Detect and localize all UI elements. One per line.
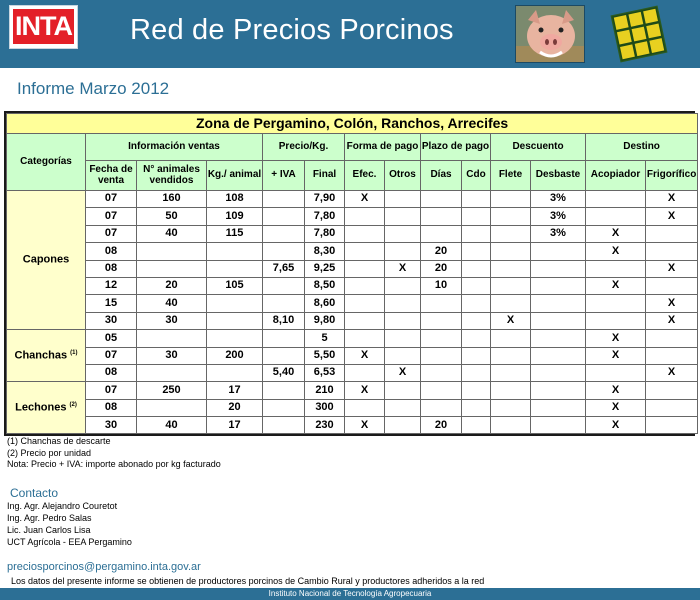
table-cell xyxy=(531,382,586,399)
table-cell: 50 xyxy=(137,208,207,225)
table-cell xyxy=(491,243,531,260)
table-row xyxy=(7,417,698,434)
header-informacion-ventas: Información ventas xyxy=(86,134,263,161)
table-cell xyxy=(345,312,385,329)
subheader-cdo: Cdo xyxy=(462,161,491,191)
table-cell xyxy=(586,312,646,329)
table-cell: 30 xyxy=(137,347,207,364)
subheader-num-animales: N° animales vendidos xyxy=(137,161,207,191)
table-cell xyxy=(491,330,531,347)
subheader-efec: Efec. xyxy=(345,161,385,191)
subheader-fecha-venta: Fecha de venta xyxy=(86,161,137,191)
table-cell xyxy=(385,347,421,364)
table-cell: 8,30 xyxy=(305,243,345,260)
table-cell: 10 xyxy=(421,277,462,294)
table-cell xyxy=(491,277,531,294)
category-name: Chanchas xyxy=(14,349,68,362)
table-cell xyxy=(263,191,305,208)
header-forma-pago: Forma de pago xyxy=(345,134,421,161)
table-cell xyxy=(385,295,421,312)
table-cell: 6,53 xyxy=(305,364,345,381)
table-row xyxy=(7,191,698,208)
table-cell xyxy=(137,330,207,347)
table-cell: X xyxy=(586,225,646,242)
table-cell xyxy=(421,382,462,399)
table-cell: 105 xyxy=(207,277,263,294)
table-cell: 12 xyxy=(86,277,137,294)
table-cell xyxy=(345,399,385,416)
table-cell: 07 xyxy=(86,225,137,242)
table-cell xyxy=(646,225,698,242)
table-cell xyxy=(462,208,491,225)
subheader-kg-animal: Kg./ animal xyxy=(207,161,263,191)
table-cell xyxy=(531,260,586,277)
table-cell: 20 xyxy=(137,277,207,294)
footer-bar: Instituto Nacional de Tecnología Agropecuaria xyxy=(0,588,700,600)
header-plazo-pago: Plazo de pago xyxy=(421,134,491,161)
table-cell xyxy=(385,399,421,416)
page-title: Red de Precios Porcinos xyxy=(130,14,454,46)
table-cell xyxy=(207,243,263,260)
table-cell xyxy=(345,243,385,260)
table-row xyxy=(7,364,698,381)
table-cell: 7,65 xyxy=(263,260,305,277)
table-cell: 200 xyxy=(207,347,263,364)
table-row xyxy=(7,295,698,312)
table-cell: X xyxy=(586,330,646,347)
table-cell xyxy=(586,208,646,225)
table-cell: 230 xyxy=(305,417,345,434)
category-name: Capones xyxy=(22,253,70,266)
table-cell: 30 xyxy=(137,312,207,329)
table-cell xyxy=(586,364,646,381)
table-cell: 20 xyxy=(421,243,462,260)
table-cell: 17 xyxy=(207,382,263,399)
table-cell xyxy=(263,295,305,312)
table-cell xyxy=(263,277,305,294)
table-cell xyxy=(646,347,698,364)
table-cell xyxy=(263,243,305,260)
table-body xyxy=(7,191,698,434)
table-cell xyxy=(586,191,646,208)
table-cell xyxy=(531,295,586,312)
table-cell xyxy=(137,260,207,277)
table-cell: 3% xyxy=(531,208,586,225)
table-cell: 5,50 xyxy=(305,347,345,364)
table-cell: 210 xyxy=(305,382,345,399)
table-cell xyxy=(491,399,531,416)
table-cell xyxy=(491,260,531,277)
table-cell: 08 xyxy=(86,364,137,381)
inta-logo-text: INTA xyxy=(13,9,74,44)
table-cell xyxy=(462,225,491,242)
table-row xyxy=(7,243,698,260)
category-cell xyxy=(7,382,86,434)
subheader-dias: Días xyxy=(421,161,462,191)
table-cell xyxy=(531,243,586,260)
table-cell xyxy=(491,347,531,364)
table-cell xyxy=(462,364,491,381)
table-cell: 8,50 xyxy=(305,277,345,294)
table-cell xyxy=(586,260,646,277)
subheader-frigorifico: Frigorífico xyxy=(646,161,698,191)
table-cell xyxy=(462,191,491,208)
inta-logo xyxy=(9,5,78,49)
table-cell xyxy=(491,191,531,208)
footnotes xyxy=(7,436,221,471)
table-cell: 20 xyxy=(207,399,263,416)
footnote-nota: Nota: Precio + IVA: importe abonado por kg facturado xyxy=(7,459,221,469)
table-cell xyxy=(345,225,385,242)
table-cell: X xyxy=(586,399,646,416)
table-cell: 40 xyxy=(137,295,207,312)
table-cell xyxy=(137,243,207,260)
table-cell: 5,40 xyxy=(263,364,305,381)
table-cell xyxy=(462,243,491,260)
category-name: Lechones xyxy=(15,401,67,414)
table-cell xyxy=(137,399,207,416)
header-bar xyxy=(0,0,700,68)
table-row xyxy=(7,347,698,364)
table-row xyxy=(7,330,698,347)
table-cell: X xyxy=(345,382,385,399)
table-cell: X xyxy=(646,295,698,312)
table-cell: X xyxy=(586,243,646,260)
contact-line: Ing. Agr. Alejandro Couretot xyxy=(7,501,118,511)
table-cell xyxy=(646,277,698,294)
table-cell: 08 xyxy=(86,399,137,416)
table-cell xyxy=(462,399,491,416)
table-cell xyxy=(385,191,421,208)
price-table xyxy=(4,111,695,436)
contact-email-link[interactable]: preciosporcinos@pergamino.inta.gov.ar xyxy=(7,561,201,573)
table-cell xyxy=(385,208,421,225)
table-cell xyxy=(263,208,305,225)
table-cell: 7,80 xyxy=(305,208,345,225)
table-cell: 300 xyxy=(305,399,345,416)
table-cell xyxy=(421,312,462,329)
table-cell: 17 xyxy=(207,417,263,434)
table-cell xyxy=(207,312,263,329)
table-cell: X xyxy=(345,417,385,434)
table-cell xyxy=(531,417,586,434)
yellow-grid-logo-icon xyxy=(604,2,674,65)
table-cell: X xyxy=(646,260,698,277)
header-categorias: Categorías xyxy=(7,134,86,191)
table-cell: X xyxy=(586,347,646,364)
table-cell xyxy=(385,330,421,347)
table-cell: 40 xyxy=(137,417,207,434)
table-cell xyxy=(462,347,491,364)
table-cell xyxy=(491,225,531,242)
table-cell: X xyxy=(345,347,385,364)
table-cell xyxy=(263,417,305,434)
table-cell: 07 xyxy=(86,191,137,208)
contact-line: Ing. Agr. Pedro Salas xyxy=(7,513,92,523)
table-cell: 7,90 xyxy=(305,191,345,208)
table-cell xyxy=(385,277,421,294)
table-cell xyxy=(646,417,698,434)
footnote-2: (2) Precio por unidad xyxy=(7,447,92,458)
table-cell xyxy=(462,417,491,434)
contact-list xyxy=(7,500,132,548)
table-cell xyxy=(207,260,263,277)
table-cell: 8,10 xyxy=(263,312,305,329)
table-cell xyxy=(207,364,263,381)
subheader-final: Final xyxy=(305,161,345,191)
table-cell: 115 xyxy=(207,225,263,242)
table-cell: 05 xyxy=(86,330,137,347)
table-row xyxy=(7,225,698,242)
table-cell: X xyxy=(646,208,698,225)
table-cell: X xyxy=(646,364,698,381)
subheader-desbaste: Desbaste xyxy=(531,161,586,191)
table-cell: 20 xyxy=(421,417,462,434)
table-cell xyxy=(385,243,421,260)
table-cell xyxy=(646,330,698,347)
table-cell xyxy=(462,312,491,329)
table-cell xyxy=(462,382,491,399)
table-cell xyxy=(531,347,586,364)
subheader-iva: + IVA xyxy=(263,161,305,191)
table-cell: 109 xyxy=(207,208,263,225)
table-cell xyxy=(421,225,462,242)
header-destino: Destino xyxy=(586,134,698,161)
table-cell: 3% xyxy=(531,191,586,208)
table-cell: 07 xyxy=(86,347,137,364)
subheader-flete: Flete xyxy=(491,161,531,191)
table-cell xyxy=(491,295,531,312)
table-cell xyxy=(531,364,586,381)
table-cell: 5 xyxy=(305,330,345,347)
table-cell xyxy=(421,347,462,364)
table-cell xyxy=(345,330,385,347)
contact-line: Lic. Juan Carlos Lisa xyxy=(7,525,91,535)
category-note: (1) xyxy=(70,349,78,356)
table-cell: X xyxy=(586,382,646,399)
table-cell xyxy=(263,225,305,242)
table-cell xyxy=(385,382,421,399)
table-row xyxy=(7,382,698,399)
table-cell xyxy=(646,382,698,399)
table-cell xyxy=(491,364,531,381)
table-cell: 3% xyxy=(531,225,586,242)
table-cell: X xyxy=(345,191,385,208)
zone-title: Zona de Pergamino, Colón, Ranchos, Arrecifes xyxy=(7,114,698,134)
table-cell xyxy=(345,277,385,294)
table-cell: 30 xyxy=(86,312,137,329)
table-cell: X xyxy=(491,312,531,329)
table-row xyxy=(7,277,698,294)
table-cell xyxy=(462,277,491,294)
table-cell: 40 xyxy=(137,225,207,242)
table-cell: X xyxy=(586,277,646,294)
table-cell: 250 xyxy=(137,382,207,399)
table-cell: X xyxy=(646,312,698,329)
table-cell xyxy=(421,399,462,416)
table-cell: 20 xyxy=(421,260,462,277)
table-cell: 07 xyxy=(86,208,137,225)
table-cell xyxy=(263,382,305,399)
table-cell xyxy=(207,330,263,347)
table-cell xyxy=(531,399,586,416)
table-cell: 07 xyxy=(86,382,137,399)
table-cell xyxy=(421,295,462,312)
table-cell xyxy=(385,225,421,242)
table-cell xyxy=(207,295,263,312)
header-descuento: Descuento xyxy=(491,134,586,161)
table-cell xyxy=(531,277,586,294)
table-cell: X xyxy=(385,260,421,277)
table-cell xyxy=(491,417,531,434)
table-cell xyxy=(462,260,491,277)
table-cell xyxy=(462,295,491,312)
table-cell: 160 xyxy=(137,191,207,208)
contact-title: Contacto xyxy=(10,486,59,500)
table-row xyxy=(7,399,698,416)
table-cell: 30 xyxy=(86,417,137,434)
table-cell xyxy=(421,330,462,347)
table-cell xyxy=(586,295,646,312)
table-cell: 9,25 xyxy=(305,260,345,277)
table-cell xyxy=(462,330,491,347)
table-cell: 9,80 xyxy=(305,312,345,329)
table-cell: 7,80 xyxy=(305,225,345,242)
footnote-1: (1) Chanchas de descarte xyxy=(7,436,111,446)
table-cell: 8,60 xyxy=(305,295,345,312)
table-cell xyxy=(646,243,698,260)
contact-line: UCT Agrícola - EEA Pergamino xyxy=(7,537,132,547)
table-cell xyxy=(421,191,462,208)
table-cell xyxy=(137,364,207,381)
category-note: (2) xyxy=(69,401,77,408)
category-cell xyxy=(7,330,86,382)
table-cell: 15 xyxy=(86,295,137,312)
header-precio-kg: Precio/Kg. xyxy=(263,134,345,161)
table-cell xyxy=(345,295,385,312)
table-cell xyxy=(421,364,462,381)
table-cell xyxy=(385,312,421,329)
table-cell xyxy=(263,330,305,347)
table-cell: X xyxy=(586,417,646,434)
subheader-acopiador: Acopiador xyxy=(586,161,646,191)
table-row xyxy=(7,312,698,329)
subheader-otros: Otros xyxy=(385,161,421,191)
table-cell xyxy=(491,382,531,399)
table-row xyxy=(7,208,698,225)
table-cell: X xyxy=(385,364,421,381)
report-date: Informe Marzo 2012 xyxy=(17,79,170,98)
table-cell xyxy=(531,312,586,329)
pig-photo xyxy=(515,5,585,63)
category-cell xyxy=(7,191,86,330)
table-cell: 08 xyxy=(86,243,137,260)
table-cell xyxy=(345,364,385,381)
table-cell xyxy=(345,208,385,225)
table-cell xyxy=(421,208,462,225)
table-cell: X xyxy=(646,191,698,208)
disclaimer: Los datos del presente informe se obtienen de productores porcinos de Cambio Rural y productores adheridos a la red xyxy=(11,576,485,586)
table-cell xyxy=(263,347,305,364)
table-cell xyxy=(385,417,421,434)
table-cell: 08 xyxy=(86,260,137,277)
table-cell xyxy=(531,330,586,347)
table-cell xyxy=(491,208,531,225)
table-cell xyxy=(263,399,305,416)
table-cell xyxy=(646,399,698,416)
table-cell: 108 xyxy=(207,191,263,208)
table-row xyxy=(7,260,698,277)
table-cell xyxy=(345,260,385,277)
